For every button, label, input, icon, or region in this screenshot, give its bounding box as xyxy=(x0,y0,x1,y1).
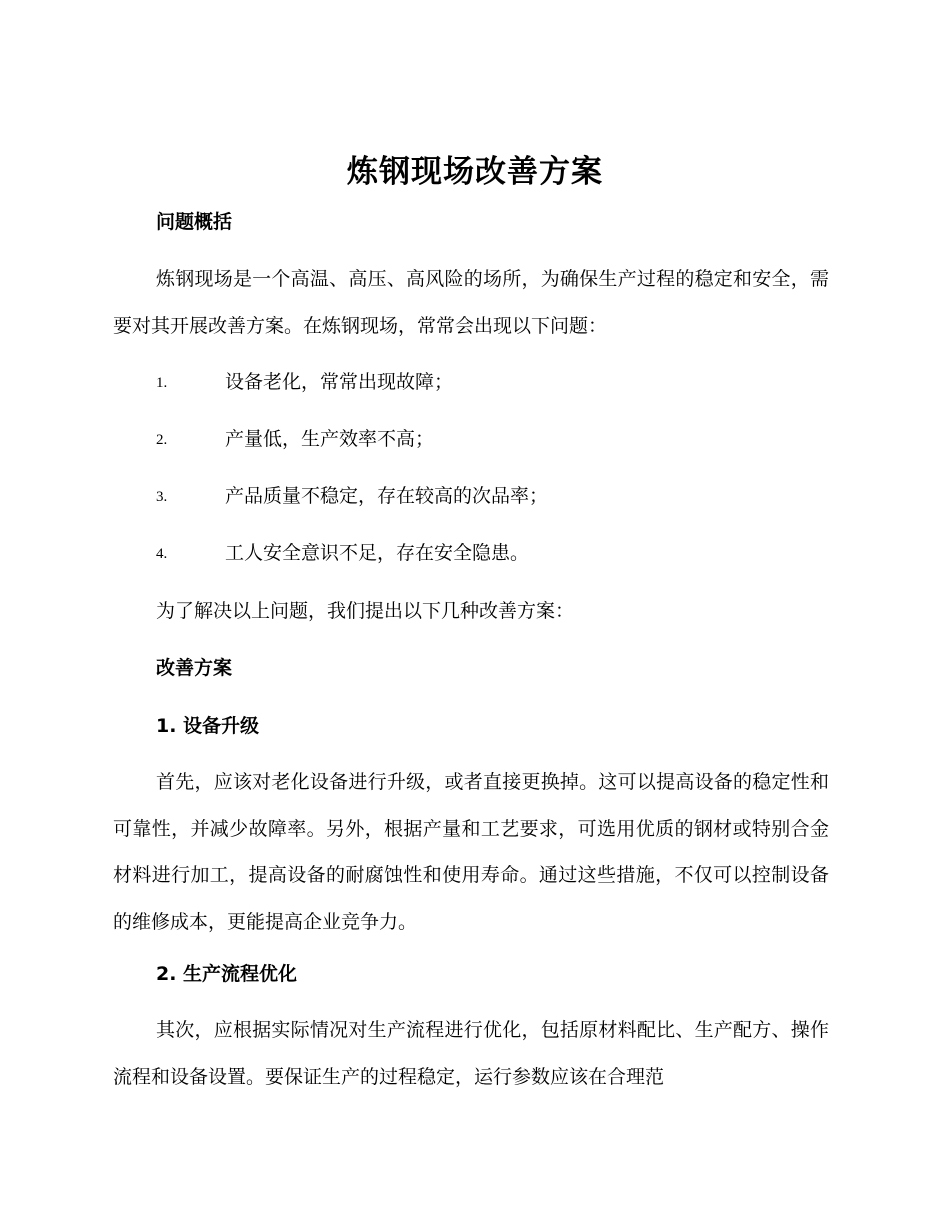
list-text: 产量低，生产效率不高； xyxy=(225,428,435,450)
section-heading-problem-summary: 问题概括 xyxy=(156,211,233,233)
list-text: 产品质量不稳定，存在较高的次品率； xyxy=(225,485,549,507)
list-item xyxy=(156,482,856,510)
list-number: 2. xyxy=(156,432,168,448)
section-heading-improvement-plan: 改善方案 xyxy=(156,657,233,679)
subsection-heading-process-optimization: 2. 生产流程优化 xyxy=(156,963,298,985)
list-item xyxy=(156,368,856,396)
equipment-upgrade-paragraph: 首先，应该对老化设备进行升级，或者直接更换掉。这可以提高设备的稳定性和可靠性，并减少故障率。另外，根据产量和工艺要求，可选用优质的钢材或特别合金材料进行加工，提高设备的耐腐蚀性和使用寿命。通过这些措施，不仅可以控制设备的维修成本，更能提高企业竞争力。 xyxy=(113,771,829,933)
list-text: 设备老化，常常出现故障； xyxy=(225,371,454,393)
list-item xyxy=(156,539,856,567)
subsection-heading-equipment-upgrade: 1. 设备升级 xyxy=(156,715,260,737)
list-number: 3. xyxy=(156,489,168,505)
intro-paragraph: 炼钢现场是一个高温、高压、高风险的场所，为确保生产过程的稳定和安全，需要对其开展改善方案。在炼钢现场，常常会出现以下问题： xyxy=(113,268,829,337)
transition-paragraph: 为了解决以上问题，我们提出以下几种改善方案： xyxy=(156,600,575,622)
document-title: 炼钢现场改善方案 xyxy=(347,154,603,190)
list-number: 1. xyxy=(156,375,168,391)
process-optimization-paragraph: 其次，应根据实际情况对生产流程进行优化，包括原材料配比、生产配方、操作流程和设备设置。要保证生产的过程稳定，运行参数应该在合理范 xyxy=(113,1019,829,1088)
list-text: 工人安全意识不足，存在安全隐患。 xyxy=(225,542,530,564)
list-number: 4. xyxy=(156,546,168,562)
list-item xyxy=(156,425,856,453)
